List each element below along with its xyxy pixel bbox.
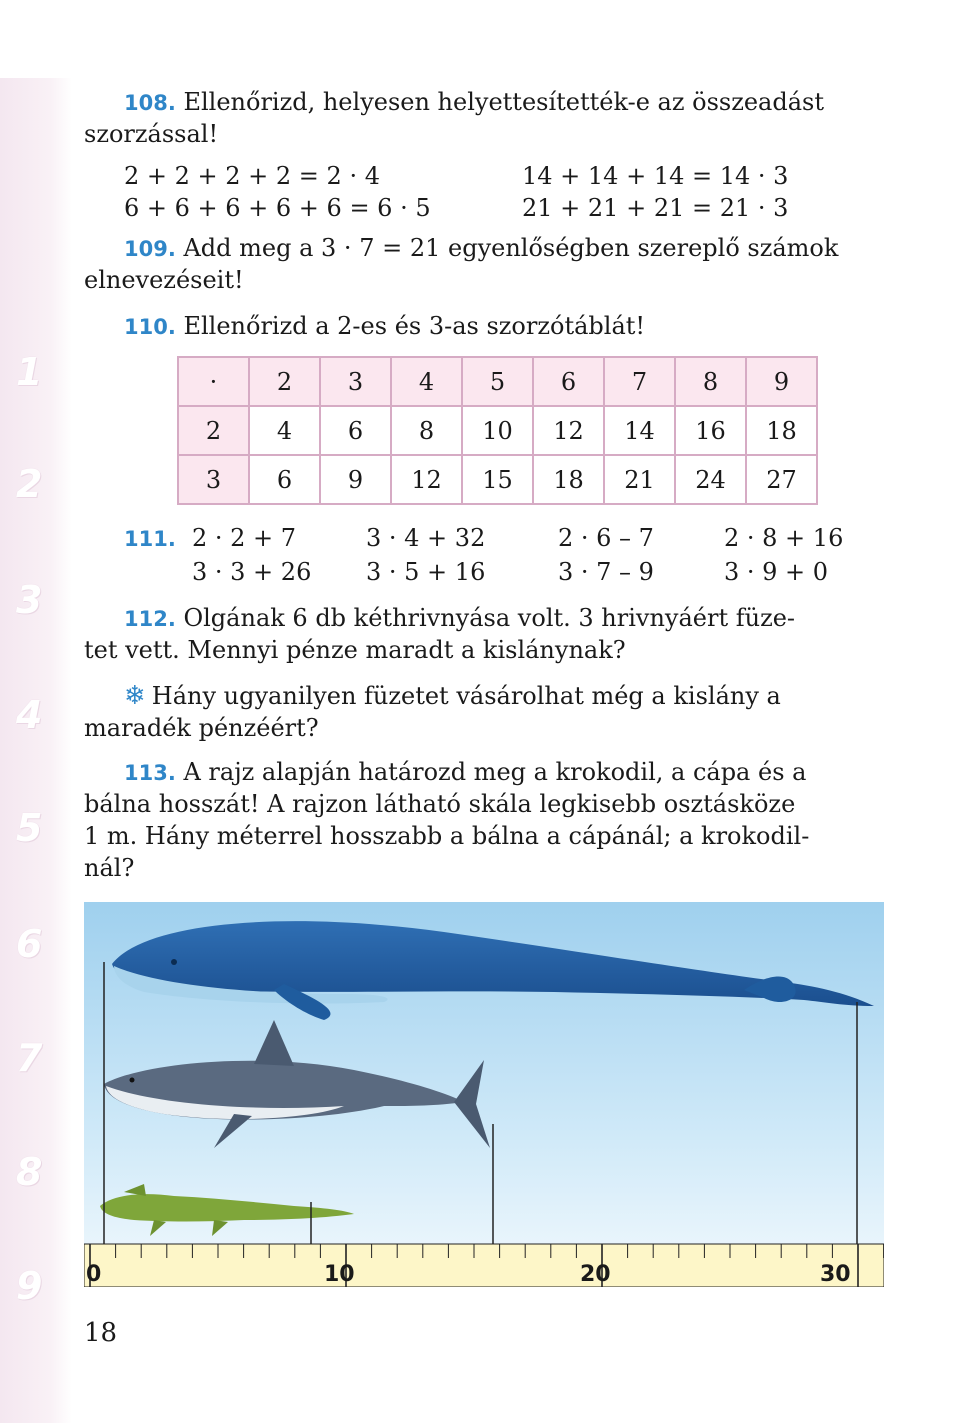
expression: 2 · 8 + 16 <box>724 524 844 552</box>
table-cell: 18 <box>746 406 817 455</box>
table-cell: 10 <box>462 406 533 455</box>
table-cell: 27 <box>746 455 817 504</box>
equation: 6 + 6 + 6 + 6 + 6 = 6 · 5 <box>124 194 431 222</box>
side-digit: 3 <box>16 578 43 622</box>
table-cell: 6 <box>320 406 391 455</box>
exercise-number: 112. <box>124 607 176 631</box>
table-cell: 12 <box>391 455 462 504</box>
table-cell: 18 <box>533 455 604 504</box>
exercise-number: 113. <box>124 761 176 785</box>
bonus-question-line2: maradék pénzéért? <box>84 714 319 742</box>
exercise-113-line4: nál? <box>84 854 135 882</box>
exercise-number: 108. <box>124 91 176 115</box>
expression: 3 · 7 – 9 <box>558 558 654 586</box>
table-cell: 4 <box>391 357 462 406</box>
table-cell: 2 <box>249 357 320 406</box>
exercise-110-line1: 110. Ellenőrizd a 2-es és 3-as szorzótáblát! <box>124 312 646 340</box>
table-cell: 15 <box>462 455 533 504</box>
scale-label: 10 <box>324 1262 355 1287</box>
exercise-112-line1: 112. Olgának 6 db kéthrivnyása volt. 3 hrivnyáért füze- <box>124 604 796 632</box>
page-number: 18 <box>84 1318 118 1348</box>
table-cell: 8 <box>391 406 462 455</box>
side-digit: 8 <box>16 1150 43 1194</box>
equation: 2 + 2 + 2 + 2 = 2 · 4 <box>124 162 380 190</box>
expression: 2 · 6 – 7 <box>558 524 654 552</box>
multiplication-table <box>177 356 818 505</box>
exercise-112-line2: tet vett. Mennyi pénze maradt a kislánynak? <box>84 636 626 664</box>
side-digit: 5 <box>16 806 43 850</box>
table-cell: 7 <box>604 357 675 406</box>
exercise-109-line1: 109. Add meg a 3 · 7 = 21 egyenlőségben szereplő számok <box>124 234 839 262</box>
snowflake-icon: ❄ <box>124 681 146 711</box>
expression: 3 · 5 + 16 <box>366 558 486 586</box>
side-digit: 2 <box>16 462 43 506</box>
exercise-number: 109. <box>124 237 176 261</box>
equation: 21 + 21 + 21 = 21 · 3 <box>522 194 789 222</box>
exercise-109-line2: elnevezéseit! <box>84 266 244 294</box>
table-cell: 8 <box>675 357 746 406</box>
table-cell: 3 <box>320 357 391 406</box>
scale-label: 20 <box>580 1262 611 1287</box>
expression: 2 · 2 + 7 <box>192 524 297 552</box>
table-cell: · <box>178 357 249 406</box>
expression: 3 · 4 + 32 <box>366 524 486 552</box>
side-digit: 6 <box>16 922 43 966</box>
side-digit: 4 <box>16 693 43 737</box>
exercise-113-line1: 113. A rajz alapján határozd meg a krokodil, a cápa és a <box>124 758 807 786</box>
exercise-113-line3: 1 m. Hány méterrel hosszabb a bálna a cápánál; a krokodil- <box>84 822 810 850</box>
exercise-111-row1 <box>124 522 176 555</box>
table-cell: 5 <box>462 357 533 406</box>
scale-label: 30 <box>820 1262 851 1287</box>
table-cell: 12 <box>533 406 604 455</box>
expression: 3 · 9 + 0 <box>724 558 829 586</box>
exercise-108-line1: 108. Ellenőrizd, helyesen helyettesítették-e az összeadást <box>124 88 824 116</box>
expression: 3 · 3 + 26 <box>192 558 312 586</box>
table-row <box>178 357 817 406</box>
table-cell: 2 <box>178 406 249 455</box>
bonus-question-line1: ❄ Hány ugyanilyen füzetet vásárolhat még a kislány a <box>124 681 781 711</box>
side-digit: 9 <box>16 1264 43 1308</box>
table-row <box>178 455 817 504</box>
scale-label: 0 <box>86 1262 102 1287</box>
table-cell: 21 <box>604 455 675 504</box>
scale-labels <box>86 1262 886 1292</box>
table-cell: 14 <box>604 406 675 455</box>
exercise-number: 110. <box>124 315 176 339</box>
table-cell: 9 <box>746 357 817 406</box>
table-cell: 3 <box>178 455 249 504</box>
equation: 14 + 14 + 14 = 14 · 3 <box>522 162 789 190</box>
table-cell: 4 <box>249 406 320 455</box>
exercise-113-line2: bálna hosszát! A rajzon látható skála legkisebb osztásköze <box>84 790 796 818</box>
chapter-sidebar <box>0 78 72 1423</box>
exercise-number: 111. <box>124 527 176 551</box>
side-digit: 1 <box>16 350 43 394</box>
table-cell: 6 <box>249 455 320 504</box>
table-cell: 16 <box>675 406 746 455</box>
side-digit: 7 <box>16 1036 43 1080</box>
table-row <box>178 406 817 455</box>
table-cell: 9 <box>320 455 391 504</box>
exercise-108-line2: szorzással! <box>84 120 219 148</box>
top-band <box>0 0 960 78</box>
animal-length-illustration <box>84 902 884 1287</box>
table-cell: 24 <box>675 455 746 504</box>
table-cell: 6 <box>533 357 604 406</box>
